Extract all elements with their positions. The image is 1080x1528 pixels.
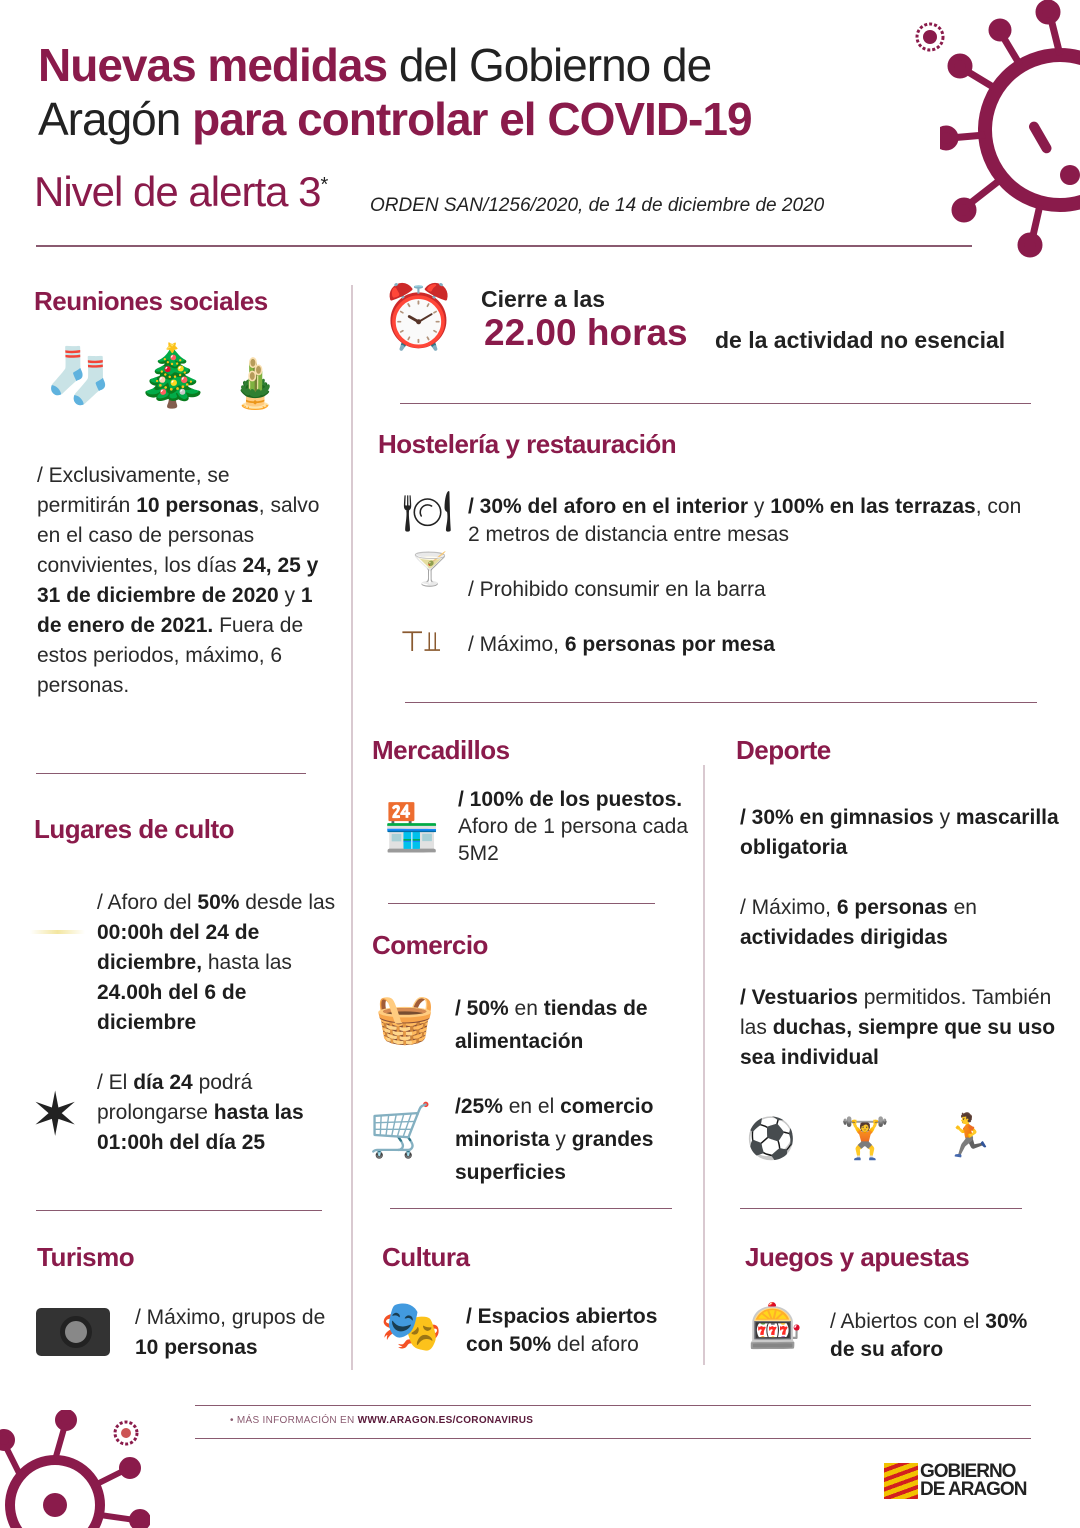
virus-icon (940, 0, 1080, 260)
bold-text: día 24 (133, 1071, 193, 1094)
ornaments-icon: 🎍 (225, 358, 285, 411)
bold-text: / 30% del aforo en el interior (468, 495, 749, 518)
juegos-text (830, 1308, 1030, 1364)
section-title-deporte: Deporte (736, 735, 831, 765)
text: y (549, 1128, 572, 1151)
weightlifter-icon: 🏋 (840, 1117, 890, 1161)
header-divider (36, 245, 972, 247)
section-title-hosteleria: Hostelería y restauración (378, 429, 677, 459)
section-title-turismo: Turismo (37, 1242, 135, 1272)
divider (388, 903, 655, 904)
page-title (38, 38, 898, 146)
bold-text: 30% de su aforo (830, 1310, 1028, 1361)
closing-time: 22.00 horas (484, 312, 688, 353)
bold-text: 10 personas (136, 494, 259, 517)
deporte-item-2 (740, 893, 1060, 953)
deporte-item-1 (740, 803, 1060, 863)
bold-text: mascarilla obligatoria (740, 806, 1059, 859)
text: / Máximo, (740, 896, 837, 919)
text: , con 2 metros de distancia entre mesas (468, 495, 1022, 546)
section-title-mercadillos: Mercadillos (372, 735, 510, 765)
text: / El (97, 1071, 134, 1094)
bold-text: tiendas de alimentación (455, 997, 648, 1053)
text: en el (502, 1095, 561, 1118)
text: / Aforo del (97, 891, 198, 914)
turismo-text (135, 1303, 335, 1363)
divider (36, 773, 306, 774)
divider (400, 403, 1031, 404)
gobierno-aragon-logo (884, 1463, 1026, 1499)
text: / Máximo, grupos de (135, 1306, 326, 1329)
text: Aforo de 1 persona cada 5M2 (458, 815, 688, 865)
aragon-flag-icon (884, 1463, 918, 1499)
cocktail-icon: 🍸 (410, 551, 450, 587)
bold-text: 50% (197, 891, 240, 914)
divider (36, 1210, 322, 1211)
bold-text: 24.00h del 6 de diciembre (97, 981, 247, 1034)
section-title-comercio: Comercio (372, 930, 488, 960)
bold-text: grandes superficies (455, 1128, 654, 1184)
bold-text: Nuevas medidas (38, 39, 388, 91)
divider (405, 702, 1037, 703)
more-info: • MÁS INFORMACIÓN EN WWW.ARAGON.ES/CORONAVIRUS (230, 1415, 534, 1426)
logo-line-2: DE ARAGON (920, 1479, 1027, 1500)
star-icon: ✶ (30, 1081, 81, 1148)
bold-text: 6 personas (836, 896, 948, 919)
culto-text-1 (97, 888, 347, 1038)
culto-text-2 (97, 1068, 342, 1158)
hosteleria-item (468, 493, 1038, 549)
bold-text: / Espacios abiertos con 50% (466, 1305, 658, 1356)
bold-text: 6 personas por mesa (564, 633, 775, 656)
alert-level (34, 168, 327, 216)
text: / Exclusivamente, se permitirán (37, 464, 230, 517)
section-title-culto: Lugares de culto (34, 814, 235, 844)
bold-text: hasta las 01:00h del día 25 (97, 1101, 304, 1154)
bold-text: 24, 25 y 31 de diciembre de 2020 (37, 554, 319, 607)
sparkle-icon (30, 930, 85, 934)
text: / Prohibido consumir en la barra (468, 578, 766, 601)
bold-text: comercio minorista (455, 1095, 654, 1151)
bold-text: / 50% (455, 997, 509, 1020)
section-title-cultura: Cultura (382, 1242, 470, 1272)
bold-text: 00:00h del 24 de diciembre, (97, 921, 260, 974)
hosteleria-item (468, 630, 1028, 660)
title-line-2 (38, 92, 898, 146)
text: y (748, 495, 771, 518)
bold-text: duchas, siempre que su uso sea individual (740, 1016, 1056, 1069)
bold-text: / Vestuarios (740, 986, 858, 1009)
text: hasta las (202, 951, 292, 974)
text: permitidos. También las (740, 986, 1052, 1039)
text: / Abiertos con el (830, 1310, 986, 1333)
reuniones-text (37, 461, 327, 701)
theater-masks-icon: 🎭 (380, 1298, 443, 1354)
comercio-item-2 (455, 1090, 695, 1189)
logo-line-1: GOBIERNO (920, 1461, 1016, 1482)
camera-icon (36, 1308, 110, 1356)
section-title-reuniones: Reuniones sociales (34, 286, 268, 316)
section-title-juegos: Juegos y apuestas (745, 1242, 970, 1272)
bold-text: / 100% de los puestos. (458, 788, 683, 811)
text: del aforo (551, 1333, 639, 1356)
text: en (947, 896, 977, 919)
soccer-ball-icon: ⚽ (746, 1117, 796, 1161)
runner-icon: 🏃 (942, 1112, 995, 1159)
christmas-tree-icon: 🎄 (135, 342, 210, 409)
more-info-link[interactable]: WWW.ARAGON.ES/CORONAVIRUS (357, 1415, 534, 1426)
alert-asterisk: * (320, 174, 328, 196)
divider (740, 1208, 1022, 1209)
text: y (933, 806, 956, 829)
text: / Máximo, (468, 633, 565, 656)
text: desde las (239, 891, 336, 914)
stocking-icon: 🧦 (45, 346, 113, 406)
text: en (508, 997, 544, 1020)
closing-label: Cierre a las (481, 286, 606, 312)
text: podrá prolongarse (97, 1071, 253, 1124)
market-stall-icon: 🏪 (383, 801, 441, 853)
closing-suffix: de la actividad no esencial (715, 327, 1006, 353)
bold-text: actividades dirigidas (740, 926, 948, 949)
bold-text: 1 de enero de 2021. (37, 584, 313, 637)
text: Fuera de estos periodos, máximo, 6 personas. (37, 614, 304, 697)
cultura-text (466, 1303, 696, 1359)
bold-text: / 30% en gimnasios (740, 806, 934, 829)
small-virus-icon-bottom (108, 1415, 144, 1451)
comercio-item-1 (455, 992, 695, 1058)
shopping-cart-icon: 🛒 (368, 1102, 433, 1160)
bold-text: para controlar el COVID-19 (192, 93, 752, 145)
bold-text: 10 personas (135, 1336, 258, 1359)
bold-text: /25% (455, 1095, 503, 1118)
footer-divider-bottom (195, 1438, 1031, 1439)
divider (390, 1208, 672, 1209)
footer-divider-top (195, 1405, 1031, 1406)
text: , salvo en el caso de personas convivientes, los días (37, 494, 320, 577)
title-line-1 (38, 38, 898, 92)
column-divider-left (351, 285, 353, 1370)
casino-chips-icon: 🎰 (748, 1302, 803, 1351)
alarm-clock-icon: ⏰ (380, 283, 458, 352)
table-icon: ⊤⫫ (400, 626, 441, 657)
more-info-label: MÁS INFORMACIÓN EN (236, 1415, 358, 1426)
text: del Gobierno de (387, 39, 712, 91)
basket-icon: 🧺 (375, 993, 435, 1046)
mercadillos-text (458, 786, 688, 867)
text: y (278, 584, 301, 607)
column-divider-right (703, 765, 705, 1365)
deporte-item-3 (740, 983, 1060, 1073)
bold-text: 100% en las terrazas (770, 495, 976, 518)
alert-level-text: Nivel de alerta 3 (34, 168, 321, 215)
text: Aragón (38, 93, 193, 145)
order-reference: ORDEN SAN/1256/2020, de 14 de diciembre de 2020 (370, 195, 825, 216)
hosteleria-item (468, 575, 1028, 605)
small-virus-icon (905, 12, 955, 62)
cloche-icon: 🍽 (402, 490, 453, 534)
